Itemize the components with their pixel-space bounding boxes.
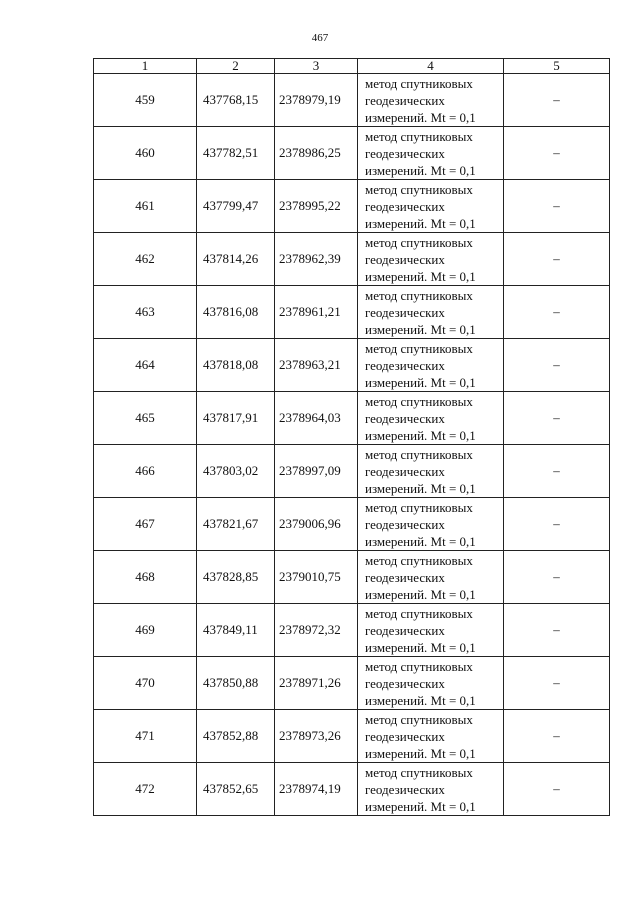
y-coordinate-cell: 2378997,09 (275, 445, 358, 498)
method-cell (358, 710, 504, 763)
table-row (94, 551, 610, 604)
method-line: измерений. Mt = 0,1 (365, 109, 476, 125)
method-cell (358, 127, 504, 180)
point-number-cell: 470 (94, 657, 197, 710)
method-cell (358, 763, 504, 816)
note-cell: – (504, 74, 610, 127)
method-cell (358, 498, 504, 551)
method-line: геодезических (365, 781, 445, 797)
method-line: метод спутниковых (365, 128, 473, 144)
method-line: измерений. Mt = 0,1 (365, 798, 476, 814)
table-row (94, 445, 610, 498)
method-line: геодезических (365, 516, 445, 532)
x-coordinate-cell: 437817,91 (197, 392, 275, 445)
y-coordinate-cell: 2378962,39 (275, 233, 358, 286)
x-coordinate-cell: 437818,08 (197, 339, 275, 392)
method-cell (358, 445, 504, 498)
method-line: геодезических (365, 622, 445, 638)
table-header-row (94, 59, 610, 74)
method-line: метод спутниковых (365, 499, 473, 515)
method-line: метод спутниковых (365, 605, 473, 621)
method-cell (358, 233, 504, 286)
y-coordinate-cell: 2378979,19 (275, 74, 358, 127)
note-cell: – (504, 445, 610, 498)
method-line: метод спутниковых (365, 552, 473, 568)
method-line: измерений. Mt = 0,1 (365, 586, 476, 602)
x-coordinate-cell: 437768,15 (197, 74, 275, 127)
table-row (94, 180, 610, 233)
method-cell (358, 286, 504, 339)
x-coordinate-cell: 437849,11 (197, 604, 275, 657)
method-line: метод спутниковых (365, 181, 473, 197)
y-coordinate-cell: 2378974,19 (275, 763, 358, 816)
method-line: геодезических (365, 569, 445, 585)
method-cell (358, 604, 504, 657)
method-cell (358, 74, 504, 127)
x-coordinate-cell: 437816,08 (197, 286, 275, 339)
note-cell: – (504, 180, 610, 233)
note-cell: – (504, 604, 610, 657)
method-line: метод спутниковых (365, 446, 473, 462)
table-row (94, 498, 610, 551)
y-coordinate-cell: 2378995,22 (275, 180, 358, 233)
point-number-cell: 469 (94, 604, 197, 657)
method-cell (358, 180, 504, 233)
y-coordinate-cell: 2378963,21 (275, 339, 358, 392)
point-number-cell: 466 (94, 445, 197, 498)
note-cell: – (504, 233, 610, 286)
note-cell: – (504, 763, 610, 816)
method-line: геодезических (365, 251, 445, 267)
method-line: геодезических (365, 675, 445, 691)
point-number-cell: 467 (94, 498, 197, 551)
x-coordinate-cell: 437852,65 (197, 763, 275, 816)
method-line: измерений. Mt = 0,1 (365, 480, 476, 496)
x-coordinate-cell: 437852,88 (197, 710, 275, 763)
note-cell: – (504, 710, 610, 763)
column-header: 4 (358, 59, 504, 74)
y-coordinate-cell: 2379006,96 (275, 498, 358, 551)
table-row (94, 74, 610, 127)
table-row (94, 392, 610, 445)
method-line: метод спутниковых (365, 75, 473, 91)
y-coordinate-cell: 2378961,21 (275, 286, 358, 339)
method-line: измерений. Mt = 0,1 (365, 321, 476, 337)
table-row (94, 604, 610, 657)
method-line: геодезических (365, 728, 445, 744)
table-row (94, 339, 610, 392)
table-row (94, 657, 610, 710)
point-number-cell: 460 (94, 127, 197, 180)
y-coordinate-cell: 2378964,03 (275, 392, 358, 445)
point-number-cell: 471 (94, 710, 197, 763)
coordinates-table (93, 58, 610, 816)
method-line: измерений. Mt = 0,1 (365, 639, 476, 655)
column-header: 5 (504, 59, 610, 74)
table-row (94, 233, 610, 286)
method-line: геодезических (365, 463, 445, 479)
method-line: метод спутниковых (365, 287, 473, 303)
method-line: измерений. Mt = 0,1 (365, 215, 476, 231)
point-number-cell: 472 (94, 763, 197, 816)
method-line: измерений. Mt = 0,1 (365, 533, 476, 549)
table-row (94, 763, 610, 816)
note-cell: – (504, 127, 610, 180)
point-number-cell: 465 (94, 392, 197, 445)
method-line: метод спутниковых (365, 393, 473, 409)
table-row (94, 710, 610, 763)
method-line: геодезических (365, 357, 445, 373)
point-number-cell: 461 (94, 180, 197, 233)
x-coordinate-cell: 437828,85 (197, 551, 275, 604)
method-line: метод спутниковых (365, 711, 473, 727)
method-line: метод спутниковых (365, 658, 473, 674)
method-line: метод спутниковых (365, 340, 473, 356)
table-row (94, 286, 610, 339)
method-line: измерений. Mt = 0,1 (365, 374, 476, 390)
method-line: измерений. Mt = 0,1 (365, 427, 476, 443)
point-number-cell: 464 (94, 339, 197, 392)
method-line: измерений. Mt = 0,1 (365, 745, 476, 761)
method-line: метод спутниковых (365, 234, 473, 250)
x-coordinate-cell: 437850,88 (197, 657, 275, 710)
method-line: геодезических (365, 304, 445, 320)
method-line: геодезических (365, 92, 445, 108)
y-coordinate-cell: 2378986,25 (275, 127, 358, 180)
point-number-cell: 463 (94, 286, 197, 339)
table-row (94, 127, 610, 180)
x-coordinate-cell: 437821,67 (197, 498, 275, 551)
method-line: измерений. Mt = 0,1 (365, 268, 476, 284)
method-line: измерений. Mt = 0,1 (365, 162, 476, 178)
method-cell (358, 392, 504, 445)
column-header: 1 (94, 59, 197, 74)
method-line: измерений. Mt = 0,1 (365, 692, 476, 708)
column-header: 2 (197, 59, 275, 74)
x-coordinate-cell: 437782,51 (197, 127, 275, 180)
note-cell: – (504, 286, 610, 339)
point-number-cell: 468 (94, 551, 197, 604)
note-cell: – (504, 498, 610, 551)
x-coordinate-cell: 437814,26 (197, 233, 275, 286)
point-number-cell: 462 (94, 233, 197, 286)
note-cell: – (504, 551, 610, 604)
method-line: геодезических (365, 145, 445, 161)
method-line: геодезических (365, 410, 445, 426)
x-coordinate-cell: 437803,02 (197, 445, 275, 498)
method-line: геодезических (365, 198, 445, 214)
x-coordinate-cell: 437799,47 (197, 180, 275, 233)
note-cell: – (504, 657, 610, 710)
note-cell: – (504, 392, 610, 445)
page-number: 467 (311, 32, 329, 44)
y-coordinate-cell: 2379010,75 (275, 551, 358, 604)
y-coordinate-cell: 2378972,32 (275, 604, 358, 657)
note-cell: – (504, 339, 610, 392)
method-line: метод спутниковых (365, 764, 473, 780)
method-cell (358, 339, 504, 392)
column-header: 3 (275, 59, 358, 74)
point-number-cell: 459 (94, 74, 197, 127)
y-coordinate-cell: 2378971,26 (275, 657, 358, 710)
y-coordinate-cell: 2378973,26 (275, 710, 358, 763)
method-cell (358, 551, 504, 604)
method-cell (358, 657, 504, 710)
